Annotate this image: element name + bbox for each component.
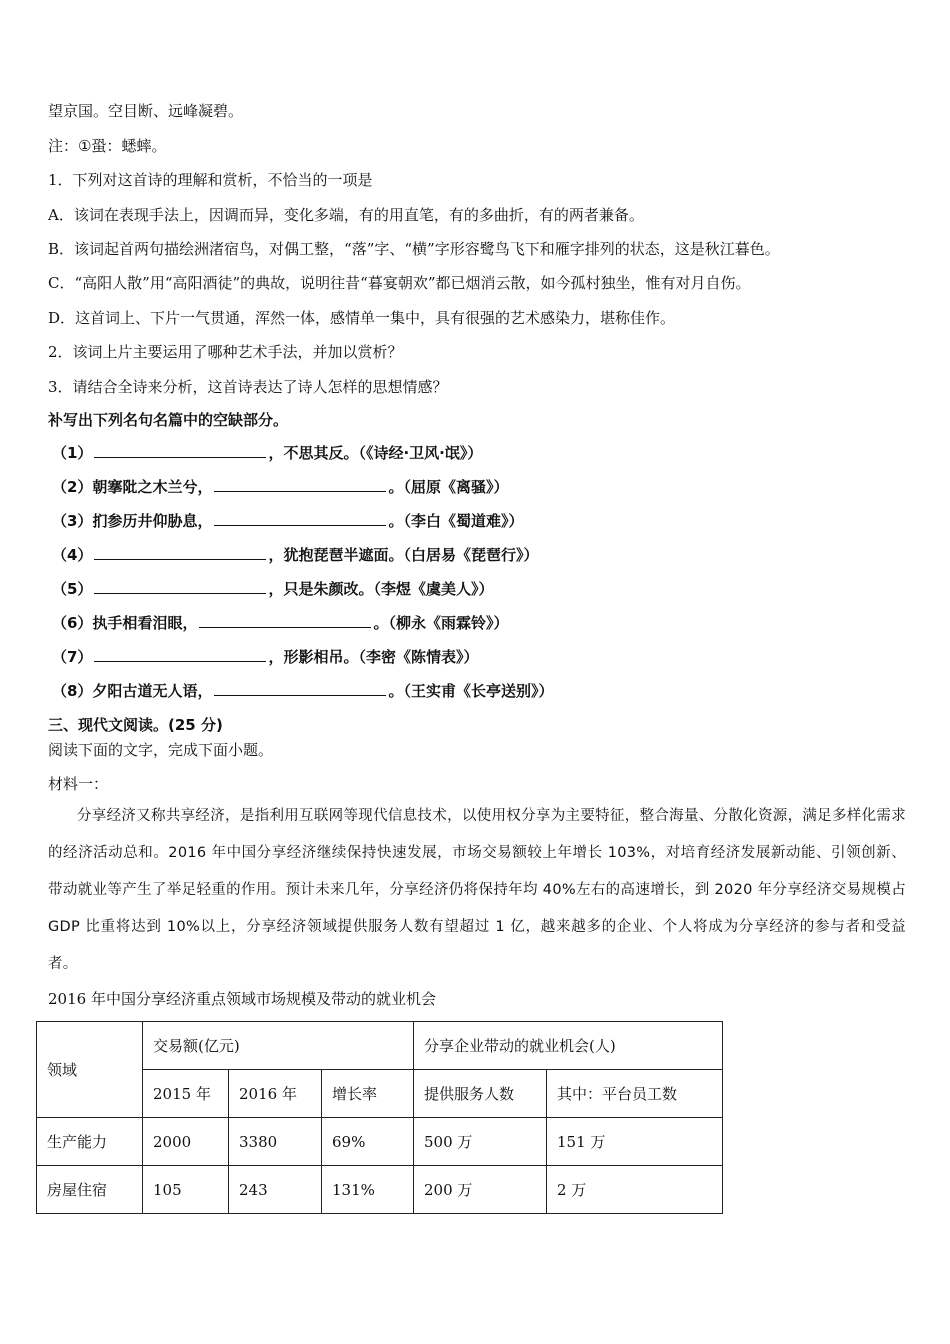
option-b: B．该词起首两句描绘洲渚宿鸟，对偶工整，“落”字、“横”字形容鹭鸟飞下和雁字排列的状态，这是秋江暮色。: [48, 240, 780, 258]
fill-item: [52, 477, 508, 497]
fill-item-prefix: （2）朝搴阰之木兰兮，: [52, 478, 213, 496]
fill-title: 补写出下列名句名篇中的空缺部分。: [48, 411, 289, 429]
fill-item: [52, 579, 493, 599]
answer-blank[interactable]: [94, 579, 266, 594]
fill-item-suffix: ，不思其反。（《诗经·卫风·氓》）: [268, 444, 483, 462]
table-row: [37, 1118, 723, 1166]
fill-item-prefix: （7）: [52, 648, 93, 666]
table-header-row: [37, 1022, 723, 1070]
material-1-text: 分享经济又称共享经济，是指利用互联网等现代信息技术，以使用权分享为主要特征，整合海量、分散化资源，满足多样化需求的经济活动总和。2016 年中国分享经济继续保持快速发展，市场交易额较上年增长 103%，对培育经济发展新动能、引领创新、带动就业等产生了举足轻重的作用。预计未来几年，分享经济仍将保持年均 40%左右的高速增长，到 2020 年分享经济交易规模占 GDP 比重将达到 10%以上，分享经济领域提供服务人数有望超过 1 亿，越来越多的企业、个人将成为分享经济的参与者和受益者。: [48, 808, 906, 972]
table-cell: 500 万: [414, 1118, 547, 1166]
fill-item: [52, 681, 553, 701]
table-cell: 房屋住宿: [37, 1166, 143, 1214]
fill-item-prefix: （1）: [52, 444, 93, 462]
fill-item-prefix: （6）执手相看泪眼，: [52, 614, 198, 632]
answer-blank[interactable]: [94, 443, 266, 458]
fill-item: [52, 613, 508, 633]
fill-item-prefix: （4）: [52, 546, 93, 564]
table-cell: 2 万: [547, 1166, 723, 1214]
option-c: C．“高阳人散”用“高阳酒徒”的典故，说明往昔“暮宴朝欢”都已烟消云散，如今孤村独坐，惟有对月自伤。: [48, 274, 751, 292]
table-cell: 200 万: [414, 1166, 547, 1214]
fill-item-suffix: 。（李白《蜀道难》）: [388, 512, 524, 530]
table-cell: 131%: [322, 1166, 414, 1214]
header-jobs: 分享企业带动的就业机会(人): [414, 1022, 723, 1070]
material-1-label: 材料一：: [48, 775, 109, 793]
fill-item-suffix: ，只是朱颜改。（李煜《虞美人》）: [268, 580, 494, 598]
subheader-2016: 2016 年: [229, 1070, 322, 1118]
answer-blank[interactable]: [214, 477, 386, 492]
fill-item: [52, 443, 482, 463]
table-cell: 105: [143, 1166, 229, 1214]
fill-item-suffix: ，形影相吊。（李密《陈情表》）: [268, 648, 479, 666]
note: 注：①蛩：蟋蟀。: [48, 137, 167, 155]
header-field: 领域: [37, 1022, 143, 1118]
poem-tail: 望京国。空目断、远峰凝碧。: [48, 102, 244, 120]
question-1: 1．下列对这首诗的理解和赏析，不恰当的一项是: [48, 171, 373, 189]
table-cell: 243: [229, 1166, 322, 1214]
fill-item-prefix: （5）: [52, 580, 93, 598]
table-caption: 2016 年中国分享经济重点领域市场规模及带动的就业机会: [48, 990, 436, 1008]
fill-item-suffix: 。（屈原《离骚》）: [388, 478, 509, 496]
answer-blank[interactable]: [214, 681, 386, 696]
table-cell: 3380: [229, 1118, 322, 1166]
option-a: A．该词在表现手法上，因调而异，变化多端，有的用直笔，有的多曲折，有的两者兼备。: [48, 206, 644, 224]
reading-instruction: 阅读下面的文字，完成下面小题。: [48, 741, 274, 759]
header-trade-volume: 交易额(亿元): [143, 1022, 414, 1070]
fill-item: [52, 545, 538, 565]
subheader-service-people: 提供服务人数: [414, 1070, 547, 1118]
table-cell: 151 万: [547, 1118, 723, 1166]
fill-item-prefix: （8）夕阳古道无人语，: [52, 682, 213, 700]
table-cell: 69%: [322, 1118, 414, 1166]
option-d: D．这首词上、下片一气贯通，浑然一体，感情单一集中，具有很强的艺术感染力，堪称佳作。: [48, 309, 676, 327]
fill-item: [52, 511, 523, 531]
question-3: 3．请结合全诗来分析，这首诗表达了诗人怎样的思想情感？: [48, 378, 448, 396]
fill-item-prefix: （3）扪参历井仰胁息，: [52, 512, 213, 530]
table-row: [37, 1166, 723, 1214]
subheader-platform-staff: 其中：平台员工数: [547, 1070, 723, 1118]
fill-item-suffix: 。（柳永《雨霖铃》）: [373, 614, 509, 632]
fill-item: [52, 647, 478, 667]
section-3-title: 三、现代文阅读。(25 分): [48, 716, 223, 734]
subheader-growth: 增长率: [322, 1070, 414, 1118]
table-cell: 2000: [143, 1118, 229, 1166]
answer-blank[interactable]: [94, 545, 266, 560]
answer-blank[interactable]: [199, 613, 371, 628]
answer-blank[interactable]: [214, 511, 386, 526]
fill-item-suffix: ，犹抱琵琶半遮面。（白居易《琵琶行》）: [268, 546, 539, 564]
table-cell: 生产能力: [37, 1118, 143, 1166]
answer-blank[interactable]: [94, 647, 266, 662]
fill-item-suffix: 。（王实甫《长亭送别》）: [388, 682, 554, 700]
market-table: [36, 1021, 723, 1214]
subheader-2015: 2015 年: [143, 1070, 229, 1118]
question-2: 2．该词上片主要运用了哪种艺术手法，并加以赏析？: [48, 343, 403, 361]
